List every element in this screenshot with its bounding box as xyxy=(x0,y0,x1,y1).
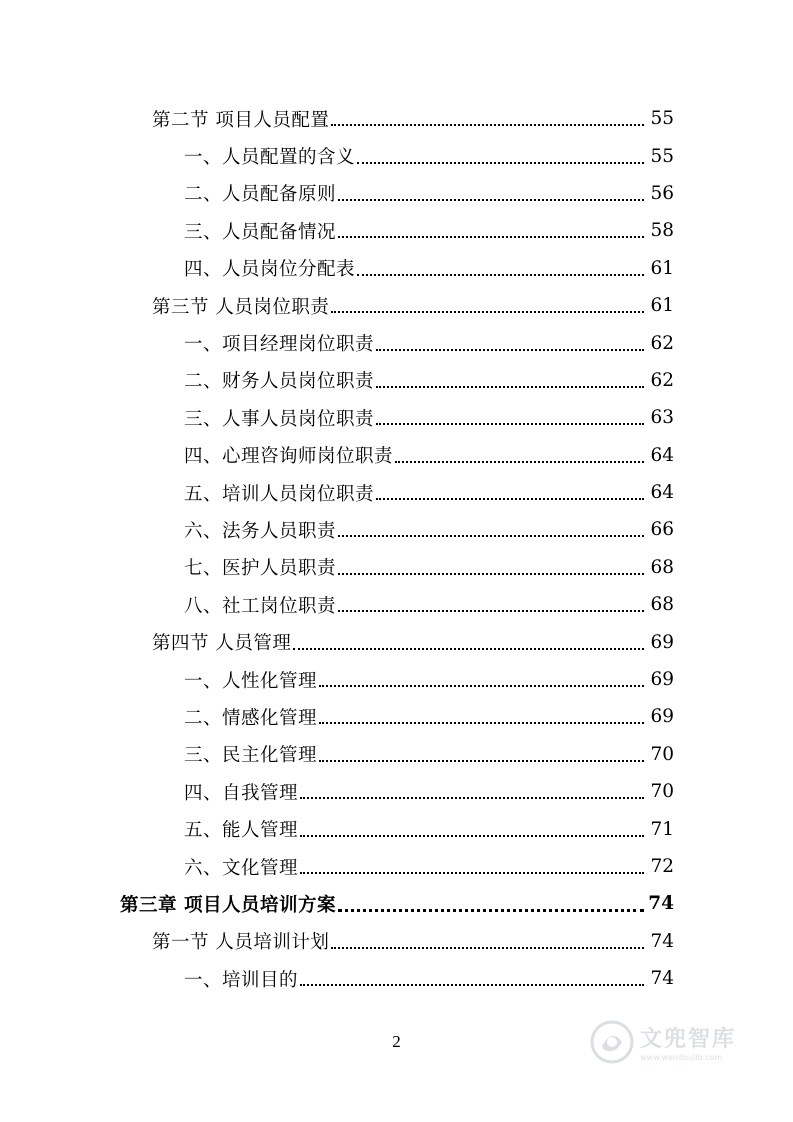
toc-entry-page: 71 xyxy=(650,818,674,840)
toc-entry-title: 第三节 人员岗位职责 xyxy=(152,296,330,318)
toc-entry-page: 69 xyxy=(650,631,674,653)
toc-entry[interactable] xyxy=(0,549,793,586)
toc-dot-leader xyxy=(338,235,644,238)
toc-dot-leader xyxy=(357,161,644,164)
toc-entry[interactable] xyxy=(0,698,793,735)
toc-entry-page: 64 xyxy=(650,482,674,504)
toc-entry-title: 六、法务人员职责 xyxy=(184,520,337,542)
toc-entry[interactable] xyxy=(0,324,793,361)
toc-entry[interactable] xyxy=(0,810,793,847)
toc-entry-title: 三、人事人员岗位职责 xyxy=(184,408,375,430)
toc-entry-page: 62 xyxy=(650,332,674,354)
toc-entry-page: 61 xyxy=(650,295,674,317)
toc-dot-leader xyxy=(331,123,644,126)
toc-entry[interactable] xyxy=(0,212,793,249)
toc-entry-page: 69 xyxy=(650,669,674,691)
toc-entry[interactable] xyxy=(0,885,793,922)
toc-entry[interactable] xyxy=(0,474,793,511)
toc-entry-title: 五、培训人员岗位职责 xyxy=(184,483,375,505)
watermark xyxy=(590,1020,736,1064)
toc-entry-page: 63 xyxy=(650,407,674,429)
toc-dot-leader xyxy=(338,609,644,612)
toc-entry[interactable] xyxy=(0,362,793,399)
toc-entry-page: 58 xyxy=(650,220,674,242)
toc-entry[interactable] xyxy=(0,661,793,698)
toc-entry-title: 第二节 项目人员配置 xyxy=(152,109,330,131)
toc-entry-title: 第四节 人员管理 xyxy=(152,633,292,655)
toc-entry[interactable] xyxy=(0,848,793,885)
toc-entry-page: 70 xyxy=(650,781,674,803)
toc-entry-title: 四、人员岗位分配表 xyxy=(184,259,356,281)
toc-dot-leader xyxy=(300,871,644,874)
toc-entry-title: 第一节 人员培训计划 xyxy=(152,932,330,954)
toc-entry-title: 三、民主化管理 xyxy=(184,745,318,767)
toc-entry-page: 64 xyxy=(650,444,674,466)
toc-dot-leader xyxy=(319,759,644,762)
watermark-name: 文兜智库 xyxy=(640,1027,737,1052)
toc-dot-leader xyxy=(376,497,644,500)
toc-entry[interactable] xyxy=(0,250,793,287)
toc-entry[interactable] xyxy=(0,511,793,548)
toc-dot-leader xyxy=(395,460,644,463)
toc-entry-page: 72 xyxy=(650,856,674,877)
toc-entry-title: 第三章 项目人员培训方案 xyxy=(120,894,336,916)
toc-entry-title: 一、项目经理岗位职责 xyxy=(184,334,375,356)
toc-entry[interactable] xyxy=(0,736,793,773)
toc-entry-title: 五、能人管理 xyxy=(184,820,299,842)
toc-dot-leader xyxy=(331,946,644,949)
toc-dot-leader xyxy=(338,198,644,201)
toc-entry-title: 四、心理咨询师岗位职责 xyxy=(184,446,394,468)
toc-entry-title: 二、情感化管理 xyxy=(184,707,318,729)
toc-entry-title: 一、培训目的 xyxy=(184,969,299,991)
toc-dot-leader xyxy=(376,385,644,388)
toc-entry[interactable] xyxy=(0,586,793,623)
wendou-logo-icon xyxy=(590,1020,634,1064)
toc-dot-leader xyxy=(300,796,644,799)
toc-entry-page: 55 xyxy=(650,145,674,167)
toc-entry-title: 二、财务人员岗位职责 xyxy=(184,371,375,393)
page-number: 2 xyxy=(392,1032,401,1051)
table-of-contents xyxy=(0,100,793,997)
toc-entry-page: 68 xyxy=(650,556,674,578)
toc-entry-title: 一、人性化管理 xyxy=(184,670,318,692)
toc-entry-title: 七、医护人员职责 xyxy=(184,558,337,580)
toc-dot-leader xyxy=(319,721,644,724)
toc-dot-leader xyxy=(300,983,644,986)
toc-entry-title: 一、人员配置的含义 xyxy=(184,147,356,169)
toc-entry[interactable] xyxy=(0,100,793,137)
toc-entry-page: 74 xyxy=(650,930,674,952)
toc-entry[interactable] xyxy=(0,623,793,660)
toc-entry-page: 74 xyxy=(648,893,674,915)
toc-dot-leader xyxy=(338,534,644,537)
toc-entry[interactable] xyxy=(0,437,793,474)
toc-dot-leader xyxy=(319,684,644,687)
toc-dot-leader xyxy=(338,908,644,912)
toc-entry-page: 62 xyxy=(650,369,674,391)
toc-entry[interactable] xyxy=(0,137,793,174)
toc-entry-page: 66 xyxy=(650,519,674,541)
toc-dot-leader xyxy=(376,348,644,351)
toc-entry-page: 70 xyxy=(650,743,674,765)
toc-entry-page: 55 xyxy=(650,108,674,130)
toc-entry-title: 四、自我管理 xyxy=(184,782,299,804)
toc-entry[interactable] xyxy=(0,175,793,212)
toc-entry-page: 69 xyxy=(650,706,674,728)
toc-entry-title: 八、社工岗位职责 xyxy=(184,595,337,617)
toc-entry[interactable] xyxy=(0,287,793,324)
toc-dot-leader xyxy=(357,273,644,276)
toc-entry-page: 56 xyxy=(650,182,674,204)
toc-dot-leader xyxy=(331,310,644,313)
watermark-url: www.wendoulib.com xyxy=(640,1053,723,1062)
toc-dot-leader xyxy=(300,834,644,837)
toc-entry[interactable] xyxy=(0,960,793,997)
toc-entry-page: 74 xyxy=(650,968,674,990)
toc-entry[interactable] xyxy=(0,773,793,810)
toc-entry-page: 61 xyxy=(650,257,674,279)
toc-dot-leader xyxy=(376,422,644,425)
toc-entry-page: 68 xyxy=(650,594,674,616)
toc-entry[interactable] xyxy=(0,923,793,960)
toc-entry[interactable] xyxy=(0,399,793,436)
toc-entry-title: 三、人员配备情况 xyxy=(184,221,337,243)
toc-entry-title: 二、人员配备原则 xyxy=(184,184,337,206)
toc-dot-leader xyxy=(293,647,644,650)
toc-entry-title: 六、文化管理 xyxy=(184,857,299,879)
toc-dot-leader xyxy=(338,572,644,575)
